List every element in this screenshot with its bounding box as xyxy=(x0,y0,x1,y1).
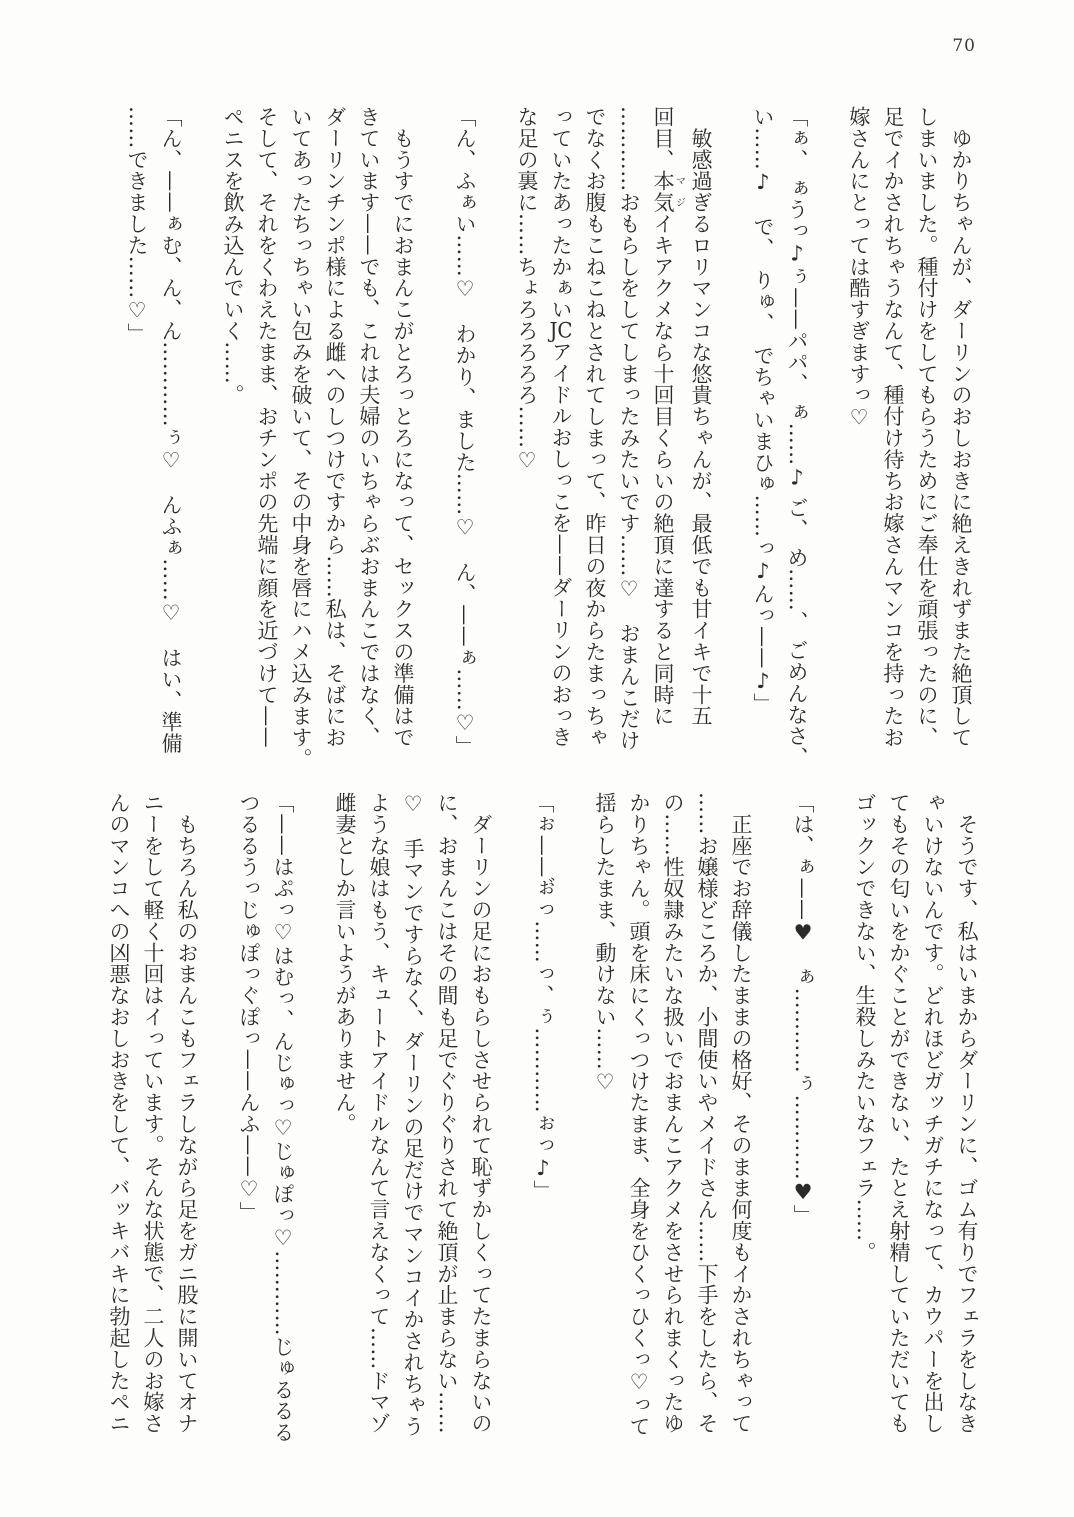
text-line: 「ん、ふぁい……♡ わかり、ました……♡ ん、——ぁ……♡」 xyxy=(453,106,477,757)
text-line: ダーリンの足におもらしさせられて恥ずかしくってたまらないの xyxy=(469,792,493,1434)
text-line: そうです、私はいまからダーリンに、ゴム有りでフェラをしなき xyxy=(955,792,979,1434)
text-line: ような娘はもう、キュートアイドルなんて言えなくって……ドマゾ xyxy=(367,792,391,1434)
dialogue-quote xyxy=(746,106,814,769)
text-line-with-furigana xyxy=(646,106,684,769)
text-line: ダーリンチンポ様による雌へのしつけですから……私は、そばにお xyxy=(323,106,347,748)
paragraph xyxy=(216,106,420,769)
text-line: …………おもらしをしてしまったみたいです……♡ おまんこだけ xyxy=(617,106,641,751)
text-line: 正座でお辞儀したままの格好、そのまま何度もイかされちゃって xyxy=(729,792,753,1434)
top-text-block xyxy=(120,106,978,769)
paragraph xyxy=(510,106,718,769)
text-line: てもその匂いをかぐことができない、たとえ射精していただいても xyxy=(887,792,911,1434)
dialogue-quote xyxy=(526,792,560,1443)
text-line: つるるうっじゅぽっぐぽっ——んふ——♡」 xyxy=(237,792,261,1223)
paragraph xyxy=(328,792,498,1443)
text-line: ……できました……♡」 xyxy=(125,106,149,345)
text-line: ♡ 手マンですらなく、ダーリンの足だけでマンコイかされちゃう xyxy=(401,792,425,1437)
paragraph xyxy=(102,792,204,1443)
text-line: 揺らしたまま、動けない……♡ xyxy=(593,792,617,1095)
text-line: しまいました。種付けをしてもらうためにご奉仕を頑張ったのに、 xyxy=(915,106,939,748)
text-line: そして、それをくわえたまま、おチンポの先端に顔を近づけて—— xyxy=(255,106,279,748)
dialogue-quote xyxy=(232,792,300,1443)
bottom-text-block xyxy=(102,792,984,1443)
text-line: ゴックンできない、生殺しみたいなフェラ……。 xyxy=(853,792,877,1263)
text-line: 敏感過ぎるロリマンコな悠貴ちゃんが、最低でも甘イキで十五 xyxy=(689,106,713,727)
text-segment: 回目、 xyxy=(651,106,675,171)
text-line: んのマンコへの凶悪なおしおきをして、バッキバキに勃起したペニ xyxy=(107,792,131,1434)
text-line: い……♪ で、 りゅ、 でちゃいまひゅ……っ♪んっ——♪」 xyxy=(751,106,775,715)
text-line: ……お嬢様どころか、小間使いやメイドさん……下手をしたら、そ xyxy=(695,792,719,1434)
paragraph xyxy=(848,792,984,1443)
text-line: ゃいけないんです。どれほどガッチガチになって、カウパーを出し xyxy=(921,792,945,1434)
text-line: 嫁さんにとっては酷すぎますっ♡ xyxy=(847,106,871,430)
dialogue-quote xyxy=(120,106,188,769)
text-line xyxy=(544,106,578,769)
text-line: 「ぁ、 ぁうっ♪ぅ——パパ、 ぁ……♪ ご、 め……、 ごめんなさ、 xyxy=(785,106,809,768)
ruby-base: 本気 xyxy=(651,170,675,214)
paragraph xyxy=(842,106,978,769)
text-segment: イキアクメなら十回目くらいの絶頂に達すると同時に xyxy=(651,213,675,727)
text-line: な足の裏に……ちょろろろろろ……♡ xyxy=(515,106,539,473)
furigana-ruby xyxy=(651,170,685,214)
text-line: いてあったちっちゃい包みを破いて、その中身を唇にハメ込みます。 xyxy=(289,106,313,770)
text-line: でなくお腹もこねこねとされてしまって、昨日の夜からたまっちゃ xyxy=(583,106,607,748)
text-line: 「——はぷっ♡はむっ、んじゅっ♡じゅぽっ♡…………じゅるるる xyxy=(271,792,295,1443)
text-line: ニーをして軽く十回はイっています。そんな状態で、二人のお嫁さ xyxy=(141,792,165,1434)
text-segment: っていたあったかぁい xyxy=(549,106,573,320)
tatechuyoko-latin: JC xyxy=(549,320,573,341)
text-line: の……性奴隷みたいな扱いでおまんこアクメをさせられまくったゆ xyxy=(661,792,685,1434)
text-line: 「は、ぁ——♥ ぁ…………ぅ…………♥」 xyxy=(791,792,815,1226)
text-segment: アイドルおしっこを——ダーリンのおっき xyxy=(549,341,573,748)
page-number: 70 xyxy=(952,36,976,56)
paragraph xyxy=(588,792,758,1443)
text-line: きています——でも、これは夫婦のいちゃらぶおまんこではなく、 xyxy=(357,106,381,748)
text-line: に、おまんこはその間も足でぐりぐりされて絶頂が止まらない…… xyxy=(435,792,459,1434)
text-line: 雌妻としか言いようがありません。 xyxy=(333,792,357,1135)
text-line: もうすでにおまんこがとろっとろになって、セックスの準備はで xyxy=(391,106,415,748)
text-line: ゆかりちゃんが、ダーリンのおしおきに絶えきれずまた絶頂して xyxy=(949,106,973,748)
text-line: もちろん私のおまんこもフェラしながら足をガニ股に開いてオナ xyxy=(175,792,199,1434)
text-line: ペニスを飲み込んでいく……。 xyxy=(221,106,245,406)
dialogue-quote xyxy=(448,106,482,769)
text-line: 足でイかされちゃうなんて、種付け待ちお嫁さんマンコを持ったお xyxy=(881,106,905,748)
dialogue-quote xyxy=(786,792,820,1443)
text-line: かりちゃん。頭を床にくっつけたまま、全身をひくっひくっ♡って xyxy=(627,792,651,1437)
text-line: 「ん、——ぁむ、ん、ん…………ぅ♡ んふぁ……♡ はい、準備 xyxy=(159,106,183,754)
furigana-text: マジ xyxy=(673,170,685,214)
text-line: 「ぉ——ぉ゙っ……っ、ぅ…………ぉっ♪」 xyxy=(531,792,555,1202)
